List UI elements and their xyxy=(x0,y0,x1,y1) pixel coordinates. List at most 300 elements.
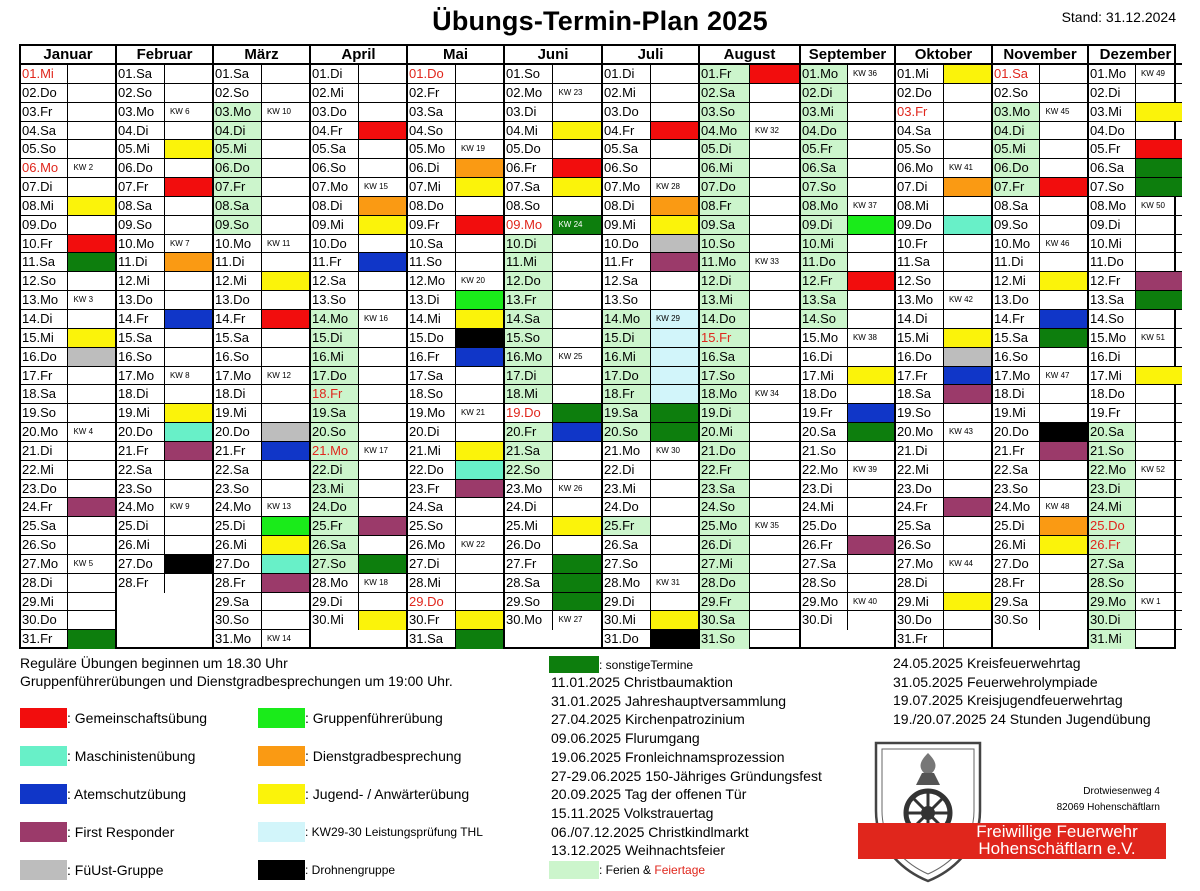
day-label: 04.Di xyxy=(993,122,1040,140)
day-label: 05.Fr xyxy=(801,140,848,158)
event-cell xyxy=(1136,159,1182,177)
legend-swatch-sonstige xyxy=(549,656,599,673)
event-cell xyxy=(750,65,799,83)
day-label: 02.So xyxy=(117,84,165,102)
event-cell xyxy=(359,536,406,554)
event-cell xyxy=(750,611,799,629)
day-row xyxy=(408,291,503,310)
day-row xyxy=(896,442,991,461)
day-label: 28.Di xyxy=(21,574,68,592)
week-number: KW 19 xyxy=(460,144,485,154)
day-label: 08.Do xyxy=(408,197,456,215)
day-label: 25.So xyxy=(408,517,456,535)
day-row xyxy=(801,140,894,159)
month-column xyxy=(700,46,801,647)
day-label: 22.So xyxy=(505,461,553,479)
month-header: Mai xyxy=(408,46,503,65)
day-label: 31.So xyxy=(700,630,750,649)
fire-department-emblem-icon xyxy=(868,733,988,885)
week-number: KW 7 xyxy=(169,238,190,248)
event-cell xyxy=(359,611,406,630)
day-row xyxy=(993,103,1087,122)
day-label: 05.Do xyxy=(505,140,553,158)
event-cell xyxy=(1040,291,1087,309)
events-right xyxy=(893,654,1151,729)
event-cell xyxy=(68,404,115,422)
day-row xyxy=(896,159,991,178)
event-cell xyxy=(262,404,309,422)
day-row xyxy=(117,498,212,517)
event-cell xyxy=(651,367,698,385)
day-row xyxy=(408,536,503,555)
day-row xyxy=(700,216,799,235)
event-cell xyxy=(68,103,115,121)
day-row xyxy=(117,442,212,461)
day-label: 02.Do xyxy=(21,84,68,102)
day-label: 03.Mo xyxy=(214,103,262,121)
day-row xyxy=(700,611,799,630)
day-label: 24.Mi xyxy=(1089,498,1136,516)
week-number: KW 21 xyxy=(460,408,485,418)
event-cell xyxy=(68,216,115,234)
event-cell xyxy=(165,197,212,215)
day-row xyxy=(700,630,799,649)
day-label: 04.Fr xyxy=(311,122,359,140)
event-cell xyxy=(68,498,115,516)
day-label: 06.Sa xyxy=(801,159,848,177)
day-label: 13.Do xyxy=(993,291,1040,309)
day-label: 03.Mi xyxy=(801,103,848,121)
event-cell xyxy=(456,84,503,102)
day-row xyxy=(1089,442,1182,461)
day-label: 22.Mi xyxy=(21,461,68,479)
day-label: 19.Fr xyxy=(801,404,848,422)
day-label: 07.Do xyxy=(700,178,750,196)
day-label: 13.Sa xyxy=(801,291,848,309)
day-row xyxy=(214,122,309,141)
day-label: 04.Do xyxy=(801,122,848,140)
day-label: 27.Do xyxy=(214,555,262,573)
day-row xyxy=(117,348,212,367)
day-row xyxy=(700,159,799,178)
day-row xyxy=(896,291,991,310)
day-row xyxy=(801,291,894,310)
day-row xyxy=(700,329,799,348)
day-row xyxy=(700,348,799,367)
day-row xyxy=(700,536,799,555)
event-item: 31.01.2025 Jahreshauptversammlung xyxy=(551,692,787,709)
day-label: 13.Do xyxy=(117,291,165,309)
event-cell xyxy=(262,517,309,535)
event-cell xyxy=(944,103,991,121)
event-cell xyxy=(165,291,212,309)
day-row xyxy=(214,517,309,536)
day-row xyxy=(896,235,991,254)
event-cell xyxy=(456,329,503,347)
day-label: 19.Mo xyxy=(408,404,456,422)
week-number: KW 9 xyxy=(169,502,190,512)
day-label: 16.Fr xyxy=(408,348,456,366)
event-cell xyxy=(359,367,406,385)
day-label: 26.Sa xyxy=(311,536,359,554)
event-cell xyxy=(848,367,894,385)
day-row xyxy=(408,480,503,499)
event-cell xyxy=(750,593,799,611)
legend-label-sonstige: : sonstigeTermine xyxy=(599,657,694,672)
legend-swatch xyxy=(20,708,67,728)
day-row xyxy=(700,140,799,159)
day-row xyxy=(21,272,115,291)
day-row xyxy=(993,84,1087,103)
org-name-line-2: Hohenschäftlarn e.V. xyxy=(978,839,1136,858)
day-row xyxy=(801,367,894,386)
day-label: 12.Do xyxy=(505,272,553,290)
day-row xyxy=(993,385,1087,404)
week-number: KW 42 xyxy=(948,295,973,305)
day-row xyxy=(801,197,894,216)
event-cell xyxy=(651,480,698,498)
day-label: 19.Sa xyxy=(311,404,359,422)
day-row xyxy=(214,84,309,103)
day-row xyxy=(311,140,406,159)
legend-item xyxy=(20,784,186,804)
day-label: 04.Mi xyxy=(505,122,553,140)
day-row xyxy=(896,498,991,517)
day-row xyxy=(311,593,406,612)
day-row xyxy=(603,178,698,197)
day-row xyxy=(700,555,799,574)
day-row xyxy=(21,253,115,272)
day-row xyxy=(117,367,212,386)
day-label: 14.Sa xyxy=(505,310,553,328)
day-row xyxy=(700,498,799,517)
day-row xyxy=(1089,329,1182,348)
day-label: 06.So xyxy=(603,159,651,177)
day-row xyxy=(117,272,212,291)
week-number: KW 45 xyxy=(1045,106,1070,116)
day-row xyxy=(993,291,1087,310)
event-cell xyxy=(651,498,698,516)
week-number: KW 18 xyxy=(363,577,388,587)
event-cell xyxy=(750,329,799,347)
day-row xyxy=(1089,122,1182,141)
day-label: 14.Do xyxy=(700,310,750,328)
event-cell xyxy=(848,84,894,102)
event-cell xyxy=(848,536,894,554)
event-cell xyxy=(553,122,601,140)
day-row xyxy=(408,329,503,348)
event-cell xyxy=(456,442,503,460)
day-label: 13.Mi xyxy=(700,291,750,309)
day-label: 12.Fr xyxy=(1089,272,1136,290)
month-header: Januar xyxy=(21,46,115,65)
event-cell xyxy=(750,536,799,554)
day-label: 20.Fr xyxy=(505,423,553,441)
legend-item xyxy=(20,822,174,842)
day-label: 28.Di xyxy=(896,574,944,592)
event-cell xyxy=(1136,442,1182,460)
day-row xyxy=(21,216,115,235)
day-label: 03.So xyxy=(700,103,750,121)
event-cell xyxy=(651,65,698,83)
day-label: 19.Fr xyxy=(1089,404,1136,422)
event-cell xyxy=(68,235,115,253)
event-cell xyxy=(944,329,991,347)
event-cell xyxy=(262,442,309,460)
day-label: 18.Mi xyxy=(505,385,553,403)
event-cell xyxy=(750,348,799,366)
day-row xyxy=(505,348,601,367)
day-label: 10.Mi xyxy=(1089,235,1136,253)
event-cell xyxy=(456,348,503,366)
day-row xyxy=(700,593,799,612)
event-cell xyxy=(359,65,406,83)
day-row xyxy=(311,574,406,593)
day-label: 17.Di xyxy=(505,367,553,385)
day-label: 15.Mo xyxy=(1089,329,1136,347)
event-item: 15.11.2025 Volkstrauertag xyxy=(551,804,714,821)
day-label: 20.So xyxy=(311,423,359,441)
day-row xyxy=(505,611,601,630)
legend-label: : Jugend- / Anwärterübung xyxy=(305,786,470,802)
event-cell xyxy=(944,461,991,479)
day-label: 25.Fr xyxy=(603,517,651,535)
day-row xyxy=(21,630,115,649)
event-cell xyxy=(1136,348,1182,366)
day-row xyxy=(21,611,115,630)
day-row xyxy=(1089,630,1182,649)
day-row xyxy=(700,404,799,423)
day-label: 17.Sa xyxy=(408,367,456,385)
week-number: KW 33 xyxy=(754,257,779,267)
event-cell xyxy=(1136,611,1182,629)
event-cell xyxy=(165,329,212,347)
legend-label-ferien xyxy=(599,863,705,877)
event-cell xyxy=(944,253,991,271)
event-item: 27.04.2025 Kirchenpatrozinium xyxy=(551,711,745,728)
event-cell xyxy=(651,140,698,158)
event-cell xyxy=(553,310,601,328)
day-row xyxy=(801,480,894,499)
day-row xyxy=(117,178,212,197)
event-cell xyxy=(553,178,601,196)
day-row xyxy=(117,122,212,141)
day-row xyxy=(603,84,698,103)
day-row xyxy=(21,122,115,141)
week-number: KW 51 xyxy=(1140,332,1165,342)
day-row xyxy=(1089,461,1182,480)
week-number: KW 35 xyxy=(754,521,779,531)
day-row xyxy=(603,65,698,84)
day-row xyxy=(993,536,1087,555)
month-header: Februar xyxy=(117,46,212,65)
month-column xyxy=(896,46,993,647)
day-label: 18.Do xyxy=(1089,385,1136,403)
legend-label: : Atemschutzübung xyxy=(67,786,187,802)
day-row xyxy=(896,611,991,630)
day-row xyxy=(505,140,601,159)
event-cell xyxy=(262,197,309,215)
event-cell xyxy=(68,593,115,611)
day-row xyxy=(993,611,1087,630)
day-label: 16.Mi xyxy=(311,348,359,366)
day-label: 22.Sa xyxy=(214,461,262,479)
legend-label: : Gruppenführerübung xyxy=(305,710,443,726)
day-label: 10.Mi xyxy=(801,235,848,253)
legend-swatch xyxy=(20,860,67,880)
day-label: 19.Mi xyxy=(993,404,1040,422)
day-label: 21.Do xyxy=(700,442,750,460)
day-row xyxy=(311,216,406,235)
event-cell xyxy=(848,480,894,498)
day-row xyxy=(801,348,894,367)
day-row xyxy=(1089,65,1182,84)
legend-label: : Maschinistenübung xyxy=(67,748,196,764)
day-label: 09.Di xyxy=(1089,216,1136,234)
day-label: 03.Fr xyxy=(21,103,68,121)
day-row xyxy=(408,84,503,103)
day-row xyxy=(1089,235,1182,254)
day-row xyxy=(21,536,115,555)
legend-swatch-ferien xyxy=(549,861,599,879)
event-cell xyxy=(1040,574,1087,592)
day-row xyxy=(311,272,406,291)
event-cell xyxy=(456,480,503,498)
day-row xyxy=(214,253,309,272)
day-row xyxy=(1089,216,1182,235)
day-row xyxy=(214,461,309,480)
event-cell xyxy=(750,461,799,479)
day-label: 11.Sa xyxy=(896,253,944,271)
month-header: August xyxy=(700,46,799,65)
day-label: 01.Do xyxy=(408,65,456,83)
day-label: 05.Mi xyxy=(117,140,165,158)
week-number: KW 37 xyxy=(852,200,877,210)
event-item: 27-29.06.2025 150-Jähriges Gründungsfest xyxy=(551,767,822,784)
event-cell xyxy=(848,253,894,271)
event-item: 13.12.2025 Weihnachtsfeier xyxy=(551,842,726,859)
day-label: 06.Mo xyxy=(896,159,944,177)
event-cell xyxy=(165,65,212,83)
day-label: 08.Mo xyxy=(1089,197,1136,215)
week-number: KW 48 xyxy=(1045,502,1070,512)
event-cell xyxy=(165,178,212,196)
day-label: 05.Fr xyxy=(1089,140,1136,158)
event-cell xyxy=(1136,630,1182,649)
day-label: 06.Do xyxy=(117,159,165,177)
day-label: 26.Sa xyxy=(603,536,651,554)
day-label: 07.Di xyxy=(21,178,68,196)
event-cell xyxy=(456,103,503,121)
day-row xyxy=(214,480,309,499)
day-row xyxy=(700,461,799,480)
day-label: 02.Do xyxy=(896,84,944,102)
event-cell xyxy=(165,159,212,177)
day-label: 21.Di xyxy=(896,442,944,460)
event-cell xyxy=(651,291,698,309)
day-row xyxy=(603,235,698,254)
event-cell xyxy=(553,442,601,460)
day-row xyxy=(311,423,406,442)
day-row xyxy=(505,178,601,197)
day-label: 21.Sa xyxy=(505,442,553,460)
info-line-2: Gruppenführerübungen und Dienstgradbesprechungen um 19:00 Uhr. xyxy=(20,673,453,689)
day-row xyxy=(311,178,406,197)
day-label: 27.Do xyxy=(117,555,165,573)
day-row xyxy=(993,574,1087,593)
day-row xyxy=(896,593,991,612)
day-label: 31.Fr xyxy=(896,630,944,649)
day-label: 07.So xyxy=(1089,178,1136,196)
event-cell xyxy=(651,235,698,253)
event-cell xyxy=(68,122,115,140)
day-row xyxy=(408,310,503,329)
day-label: 07.Di xyxy=(896,178,944,196)
day-label: 08.Mi xyxy=(896,197,944,215)
event-cell xyxy=(359,159,406,177)
day-label: 10.Do xyxy=(311,235,359,253)
event-cell xyxy=(944,517,991,535)
day-label: 02.Fr xyxy=(408,84,456,102)
day-label: 14.Fr xyxy=(117,310,165,328)
day-row xyxy=(505,216,601,235)
event-cell xyxy=(165,461,212,479)
event-cell xyxy=(651,593,698,611)
event-cell xyxy=(1136,310,1182,328)
event-item: 06./07.12.2025 Christkindlmarkt xyxy=(551,823,749,840)
event-cell xyxy=(553,498,601,516)
event-cell xyxy=(68,178,115,196)
day-row xyxy=(801,461,894,480)
day-row xyxy=(21,84,115,103)
day-label: 07.Fr xyxy=(214,178,262,196)
day-row xyxy=(801,385,894,404)
day-label: 01.Fr xyxy=(700,65,750,83)
day-label: 27.Sa xyxy=(801,555,848,573)
event-cell xyxy=(1136,253,1182,271)
event-cell xyxy=(848,404,894,422)
day-label: 11.Di xyxy=(214,253,262,271)
day-label: 02.Mi xyxy=(603,84,651,102)
day-label: 22.Mi xyxy=(896,461,944,479)
event-cell xyxy=(262,310,309,328)
day-row xyxy=(21,404,115,423)
event-cell xyxy=(262,593,309,611)
org-street: Drotwiesenweg 4 xyxy=(1083,786,1160,797)
day-label: 01.Mo xyxy=(1089,65,1136,83)
day-row xyxy=(993,517,1087,536)
day-label: 23.Fr xyxy=(408,480,456,498)
day-row xyxy=(896,122,991,141)
day-row xyxy=(408,611,503,630)
legend-item xyxy=(258,860,395,880)
event-cell xyxy=(359,423,406,441)
day-label: 30.Mo xyxy=(505,611,553,630)
page-title: Übungs-Termin-Plan 2025 xyxy=(432,6,768,36)
day-label: 21.Di xyxy=(21,442,68,460)
day-label: 01.Sa xyxy=(993,65,1040,83)
legend-swatch xyxy=(20,784,67,804)
event-cell xyxy=(359,103,406,121)
stand-date: Stand: 31.12.2024 xyxy=(1061,9,1176,25)
month-column xyxy=(993,46,1089,647)
event-cell xyxy=(553,103,601,121)
event-cell xyxy=(262,84,309,102)
day-row xyxy=(311,291,406,310)
day-row xyxy=(214,498,309,517)
day-label: 25.Di xyxy=(117,517,165,535)
event-cell xyxy=(848,442,894,460)
